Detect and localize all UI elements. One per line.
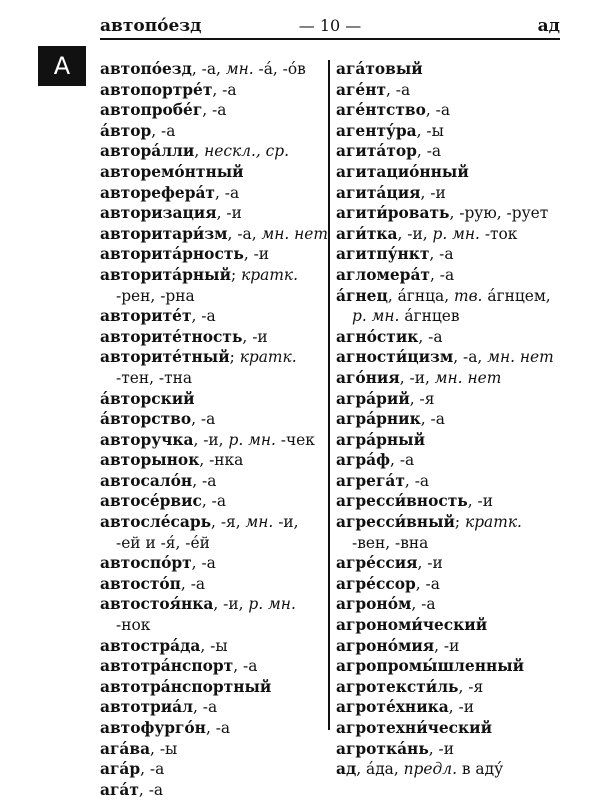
entry-grammar: , -а,	[227, 224, 262, 243]
entry-headword: авторитари́зм	[100, 224, 228, 243]
entry-headword: агрономи́ческий	[336, 616, 488, 635]
entry-grammar: , -а	[191, 554, 216, 573]
dictionary-entry	[100, 141, 330, 162]
running-header	[100, 16, 560, 40]
dictionary-entry	[100, 347, 330, 368]
entry-grammar: , -и	[420, 183, 446, 202]
entry-headword: авторита́рный	[100, 265, 232, 284]
dictionary-entry	[100, 533, 330, 554]
dictionary-entry	[336, 471, 561, 492]
dictionary-entry	[100, 656, 330, 677]
dictionary-entry	[336, 697, 561, 718]
dictionary-entry	[336, 306, 561, 327]
entry-grammar: , -и	[428, 739, 455, 758]
dictionary-entry	[100, 389, 330, 410]
dictionary-entry	[100, 780, 330, 800]
dictionary-entry	[336, 739, 561, 760]
entry-headword: агрега́т	[336, 471, 405, 490]
entry-grammar: ,	[194, 142, 205, 161]
entry-headword: агротка́нь	[336, 739, 429, 758]
dictionary-entry	[100, 553, 330, 574]
entry-grammar: , -и	[242, 327, 268, 346]
entry-grammar: , -а	[418, 327, 443, 346]
entry-headword: авторита́рность	[100, 245, 244, 264]
entry-headword: агротехни́ческий	[336, 719, 492, 737]
dictionary-entry	[336, 203, 561, 224]
entry-grammar: -тен, -тна	[116, 368, 193, 387]
dictionary-entry	[336, 59, 561, 80]
entry-headword: аге́нт	[336, 80, 386, 99]
entry-headword: ага́р	[100, 760, 141, 779]
entry-headword: агра́ф	[336, 451, 391, 470]
entry-headword: автотра́нспортный	[100, 677, 272, 696]
entry-grammar: , -и	[434, 636, 460, 655]
entry-grammar: , -и	[243, 245, 270, 264]
entry-grammar: , -и,	[397, 224, 433, 243]
dictionary-entry	[100, 677, 330, 698]
dictionary-entry	[336, 574, 561, 595]
entry-grammar: , -а	[416, 142, 442, 161]
entry-headword: автофурго́н	[100, 719, 206, 737]
dictionary-entry	[336, 100, 561, 121]
entry-grammar: -вен, -вна	[352, 533, 429, 552]
entry-grammar: , -рую, -рует	[449, 204, 549, 223]
thumb-index-tab: А	[38, 46, 86, 86]
dictionary-entry	[336, 430, 561, 451]
entry-headword: автоспо́рт	[100, 554, 192, 573]
entry-headword: аго́ния	[336, 368, 400, 387]
entry-headword: агре́ссор	[336, 574, 416, 593]
column-divider	[328, 60, 330, 730]
dictionary-entry	[100, 265, 330, 286]
entry-headword: агре́ссия	[336, 554, 418, 573]
entry-headword: авторите́тный	[100, 348, 230, 367]
entry-headword: агресси́вный	[336, 513, 455, 532]
entry-grammar: , -а	[212, 80, 237, 99]
entry-headword: агроте́хника	[336, 698, 449, 717]
dictionary-entry	[336, 553, 561, 574]
entry-label: кратк.	[465, 513, 522, 532]
entry-forms: -ток	[479, 224, 518, 243]
entry-grammar: , -а	[420, 410, 445, 429]
entry-grammar: , -ы	[200, 636, 228, 655]
dictionary-entry	[100, 718, 330, 739]
dictionary-entry	[336, 389, 561, 410]
dictionary-entry	[100, 697, 330, 718]
entry-grammar: , -а	[233, 657, 258, 676]
dictionary-entry	[100, 224, 330, 245]
entry-grammar: , -а	[192, 471, 217, 490]
entry-grammar: , -и	[216, 204, 242, 223]
dictionary-entry	[336, 491, 561, 512]
entry-label: р. мн.	[248, 595, 296, 614]
entry-forms: а́гнцев	[399, 307, 460, 326]
entry-grammar: , -а	[386, 80, 411, 99]
entry-headword: авторите́т	[100, 307, 192, 326]
dictionary-entry	[336, 347, 561, 368]
dictionary-entry	[100, 80, 330, 101]
entry-forms: -чек	[275, 430, 315, 449]
dictionary-entry	[336, 141, 561, 162]
page-number: — 10 —	[298, 16, 362, 35]
entry-headword: автосе́рвис	[100, 492, 202, 511]
dictionary-entry	[336, 327, 561, 348]
entry-label: р. мн.	[228, 430, 276, 449]
entry-grammar: , -а	[202, 101, 227, 120]
entry-grammar: , -а,	[191, 60, 226, 78]
dictionary-entry	[336, 450, 561, 471]
entry-label: тв.	[453, 286, 483, 305]
entry-headword: авторемо́нтный	[100, 162, 244, 181]
entry-grammar: , -а	[390, 451, 415, 470]
dictionary-entry	[336, 759, 561, 780]
dictionary-entry	[336, 409, 561, 430]
entry-headword: агломера́т	[336, 265, 430, 284]
dictionary-entry	[336, 224, 561, 245]
entry-grammar: , -а	[425, 101, 451, 120]
entry-label: мн. нет	[261, 224, 329, 243]
dictionary-entry	[336, 636, 561, 657]
dictionary-entry	[100, 739, 330, 760]
entry-label: кратк.	[239, 348, 297, 367]
entry-headword: ад	[336, 760, 357, 779]
entry-grammar: , -а,	[453, 348, 488, 367]
entry-grammar: , -а	[429, 265, 455, 284]
entry-label: кратк.	[241, 265, 299, 284]
entry-label: р. мн.	[432, 224, 480, 243]
entry-grammar: , -а	[191, 410, 216, 429]
dictionary-entry	[336, 718, 561, 739]
entry-grammar: , -а	[140, 760, 165, 779]
dictionary-entry	[100, 430, 330, 451]
dictionary-entry	[100, 450, 330, 471]
running-head-right: ад	[537, 16, 560, 36]
dictionary-entry	[336, 656, 561, 677]
entry-grammar: , -и,	[213, 595, 249, 614]
dictionary-entry	[100, 368, 330, 389]
entry-headword: агропромы́шленный	[336, 657, 525, 676]
dictionary-entry	[100, 286, 330, 307]
entry-headword: а́вторский	[100, 389, 195, 408]
entry-grammar: , -и	[448, 698, 474, 717]
entry-grammar: , -а	[205, 719, 231, 737]
entry-grammar: , -ы	[416, 121, 444, 140]
dictionary-entry	[336, 512, 561, 533]
entry-grammar: ;	[229, 348, 240, 367]
entry-grammar: , -а	[180, 574, 206, 593]
entry-headword: агита́тор	[336, 142, 417, 161]
entry-headword: автопортре́т	[100, 80, 213, 99]
entry-grammar: , -а	[214, 183, 240, 202]
dictionary-entry	[100, 491, 330, 512]
entry-grammar: -рен, -рна	[116, 286, 195, 305]
entry-headword: авторите́тность	[100, 327, 243, 346]
entry-grammar: , -я	[409, 389, 435, 408]
entry-grammar: , а́гнца,	[387, 286, 454, 305]
entry-grammar: , -ы	[150, 739, 178, 758]
entry-headword: агресси́вность	[336, 492, 468, 511]
dictionary-entry	[100, 615, 330, 636]
entry-grammar: , -я	[458, 677, 484, 696]
dictionary-entry	[336, 286, 561, 307]
dictionary-entry	[336, 121, 561, 142]
entry-grammar: , -а	[151, 121, 176, 140]
entry-grammar: , -а	[404, 471, 430, 490]
entry-forms: -а́, -о́в	[253, 60, 306, 78]
entry-headword: агра́рный	[336, 430, 426, 449]
entry-grammar: , -а	[138, 780, 164, 799]
entry-headword: а́втор	[100, 121, 152, 140]
entry-label: мн. нет	[487, 348, 554, 367]
entry-headword: агра́рник	[336, 410, 421, 429]
entry-headword: авторынок	[100, 451, 200, 470]
entry-headword: ага́т	[100, 780, 139, 799]
entry-label: р. мн.	[352, 307, 400, 326]
entry-headword: автосало́н	[100, 471, 193, 490]
entry-headword: авторефера́т	[100, 183, 215, 202]
dictionary-entry	[100, 574, 330, 595]
entry-headword: ага́товый	[336, 60, 423, 78]
dictionary-entry	[336, 615, 561, 636]
dictionary-entry	[100, 203, 330, 224]
entry-grammar: , -а	[193, 698, 218, 717]
entry-headword: автостоя́нка	[100, 595, 214, 614]
entry-headword: агности́цизм	[336, 348, 454, 367]
entry-headword: агита́ция	[336, 183, 421, 202]
dictionary-entry	[100, 327, 330, 348]
right-column	[336, 59, 561, 780]
dictionary-entry	[100, 471, 330, 492]
dictionary-entry	[336, 677, 561, 698]
entry-headword: автопробе́г	[100, 101, 203, 120]
entry-headword: а́вторство	[100, 410, 192, 429]
entry-grammar: ;	[454, 513, 465, 532]
entry-grammar: , а́да,	[356, 760, 404, 779]
entry-headword: а́гнец	[336, 286, 388, 305]
entry-grammar: , -и	[467, 492, 493, 511]
entry-grammar: , -а	[411, 595, 436, 614]
entry-label: нескл., ср.	[204, 142, 290, 161]
entry-grammar: , -нка	[199, 451, 244, 470]
dictionary-entry	[100, 59, 330, 80]
entry-grammar: , -я,	[211, 513, 246, 532]
entry-grammar: , -и,	[193, 430, 229, 449]
dictionary-entry	[100, 100, 330, 121]
entry-grammar: , -и	[417, 554, 443, 573]
entry-forms: -и,	[273, 513, 299, 532]
entry-headword: агроно́м	[336, 595, 412, 614]
dictionary-entry	[100, 759, 330, 780]
dictionary-entry	[336, 162, 561, 183]
dictionary-entry	[336, 80, 561, 101]
dictionary-entry	[336, 594, 561, 615]
entry-label: мн.	[245, 513, 274, 532]
entry-headword: агра́рий	[336, 389, 410, 408]
dictionary-entry	[100, 594, 330, 615]
entry-grammar: , -а	[201, 492, 227, 511]
entry-grammar: , -и,	[399, 368, 435, 387]
dictionary-entry	[100, 183, 330, 204]
entry-headword: автора́лли	[100, 142, 195, 161]
dictionary-entry	[100, 512, 330, 533]
entry-label: предл.	[403, 760, 457, 779]
dictionary-entry	[336, 265, 561, 286]
dictionary-entry	[100, 121, 330, 142]
entry-headword: автосле́сарь	[100, 513, 212, 532]
entry-headword: агроно́мия	[336, 636, 435, 655]
entry-headword: ага́ва	[100, 739, 151, 758]
entry-headword: авторизация	[100, 204, 217, 223]
left-column	[100, 59, 330, 800]
dictionary-entry	[100, 162, 330, 183]
dictionary-entry	[100, 409, 330, 430]
entry-forms: а́гнцем,	[482, 286, 551, 305]
entry-forms: в аду́	[456, 760, 504, 779]
entry-headword: аги́тка	[336, 224, 398, 243]
entry-headword: автосто́п	[100, 574, 181, 593]
entry-label: мн. нет	[434, 368, 502, 387]
entry-grammar: , -а	[415, 574, 440, 593]
entry-headword: авторучка	[100, 430, 194, 449]
entry-headword: аге́нтство	[336, 101, 426, 120]
entry-grammar: , -а	[191, 307, 216, 326]
dictionary-entry	[336, 183, 561, 204]
entry-grammar: ;	[231, 265, 242, 284]
dictionary-entry	[336, 533, 561, 554]
entry-grammar: , -а	[429, 245, 454, 264]
dictionary-entry	[336, 368, 561, 389]
entry-headword: агити́ровать	[336, 204, 450, 223]
entry-headword: автостра́да	[100, 636, 201, 655]
entry-headword: агротексти́ль	[336, 677, 459, 696]
entry-headword: агитацио́нный	[336, 162, 469, 181]
dictionary-entry	[100, 244, 330, 265]
entry-headword: автотриа́л	[100, 698, 194, 717]
entry-label: мн.	[225, 60, 254, 78]
dictionary-entry	[100, 636, 330, 657]
entry-headword: автопо́езд	[100, 60, 192, 78]
dictionary-entry	[336, 244, 561, 265]
running-head-left: автопо́езд	[100, 16, 202, 36]
entry-headword: агитпу́нкт	[336, 245, 430, 264]
entry-grammar: -нок	[116, 616, 151, 635]
entry-grammar: -ей и -я́, -е́й	[116, 533, 210, 552]
entry-headword: автотра́нспорт	[100, 657, 234, 676]
dictionary-entry	[100, 306, 330, 327]
entry-headword: агно́стик	[336, 327, 419, 346]
entry-headword: агенту́ра	[336, 121, 417, 140]
